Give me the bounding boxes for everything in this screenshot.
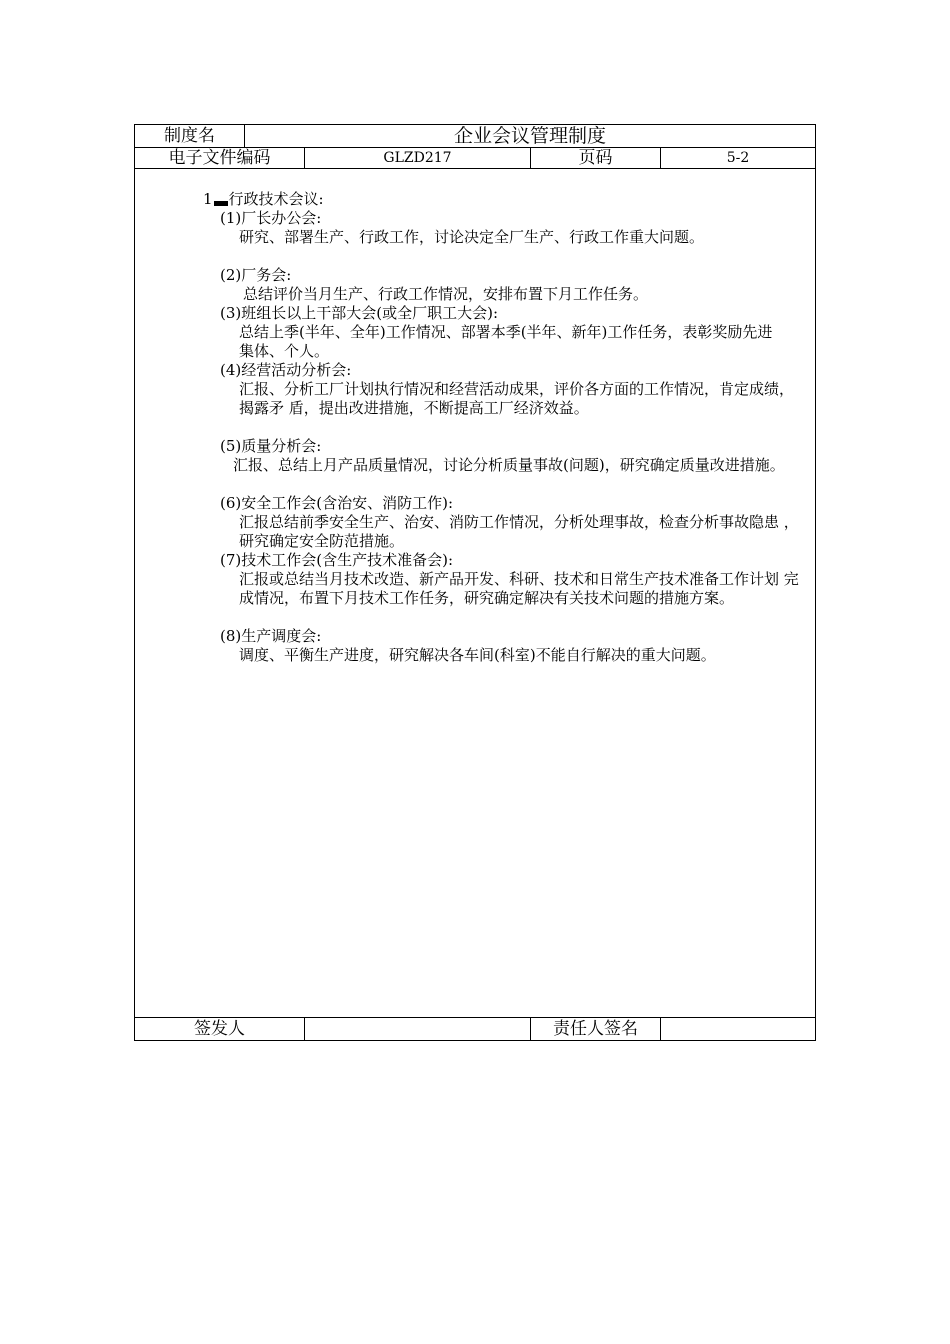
issuer-field[interactable] [305,1018,531,1041]
item-text-2: 总结评价当月生产、行政工作情况，安排布置下月工作任务。 [243,285,649,303]
title-row [135,125,816,148]
item-label-3: (3)班组长以上干部大会(或全厂职工大会): [220,304,499,322]
document-body [135,169,815,1017]
file-code-label: 电子文件编码 [135,148,305,169]
meta-row [135,148,816,169]
item-label-7: (7)技术工作会(含生产技术准备会): [220,551,454,569]
item-text-7: 汇报或总结当月技术改造、新产品开发、科研、技术和日常生产技术准备工作计划 完成情况，布置下月技术工作任务，研究确定解决有关技术问题的措施方案。 [239,570,799,607]
responsible-signature-field[interactable] [661,1018,816,1041]
item-label-5: (5)质量分析会: [220,437,322,455]
document-form-table [134,124,816,1041]
item-label-8: (8)生产调度会: [220,627,322,645]
item-text-3: 总结上季(半年、全年)工作情况、部署本季(半年、新年)工作任务，表彰奖励先进集体、个人。 [239,323,773,360]
name-label: 制度名 [135,125,245,148]
heading-number: 1 [203,190,213,208]
item-text-5: 汇报、总结上月产品质量情况，讨论分析质量事故(问题)，研究确定质量改进措施。 [233,456,785,474]
responsible-signature-label: 责任人签名 [531,1018,661,1041]
item-text-6: 汇报总结前季安全生产、治安、消防工作情况，分析处理事故，检查分析事故隐患 ，研究确定安全防范措施。 [239,513,799,550]
item-label-6: (6)安全工作会(含治安、消防工作): [220,494,454,512]
document-title: 企业会议管理制度 [245,125,816,148]
page-label: 页码 [531,148,661,169]
item-label-4: (4)经营活动分析会: [220,361,352,379]
item-text-1: 研究、部署生产、行政工作，讨论决定全厂生产、行政工作重大问题。 [239,228,705,246]
bullet-mark-icon [214,201,228,206]
item-label-2: (2)厂务会: [220,266,292,284]
item-text-8: 调度、平衡生产进度，研究解决各车间(科室)不能自行解决的重大问题。 [239,646,716,664]
issuer-label: 签发人 [135,1018,305,1041]
item-text-4: 汇报、分析工厂计划执行情况和经营活动成果，评价各方面的工作情况，肯定成绩，揭露矛 盾，提出改进措施，不断提高工厂经济效益。 [239,380,795,417]
file-code-value: GLZD217 [305,148,531,169]
body-cell [135,169,816,1018]
footer-row [135,1018,816,1041]
page-number: 5-2 [661,148,816,169]
heading-text: 行政技术会议: [228,190,324,208]
item-label-1: (1)厂长办公会: [220,209,322,227]
section-heading [203,190,324,209]
body-row [135,169,816,1018]
